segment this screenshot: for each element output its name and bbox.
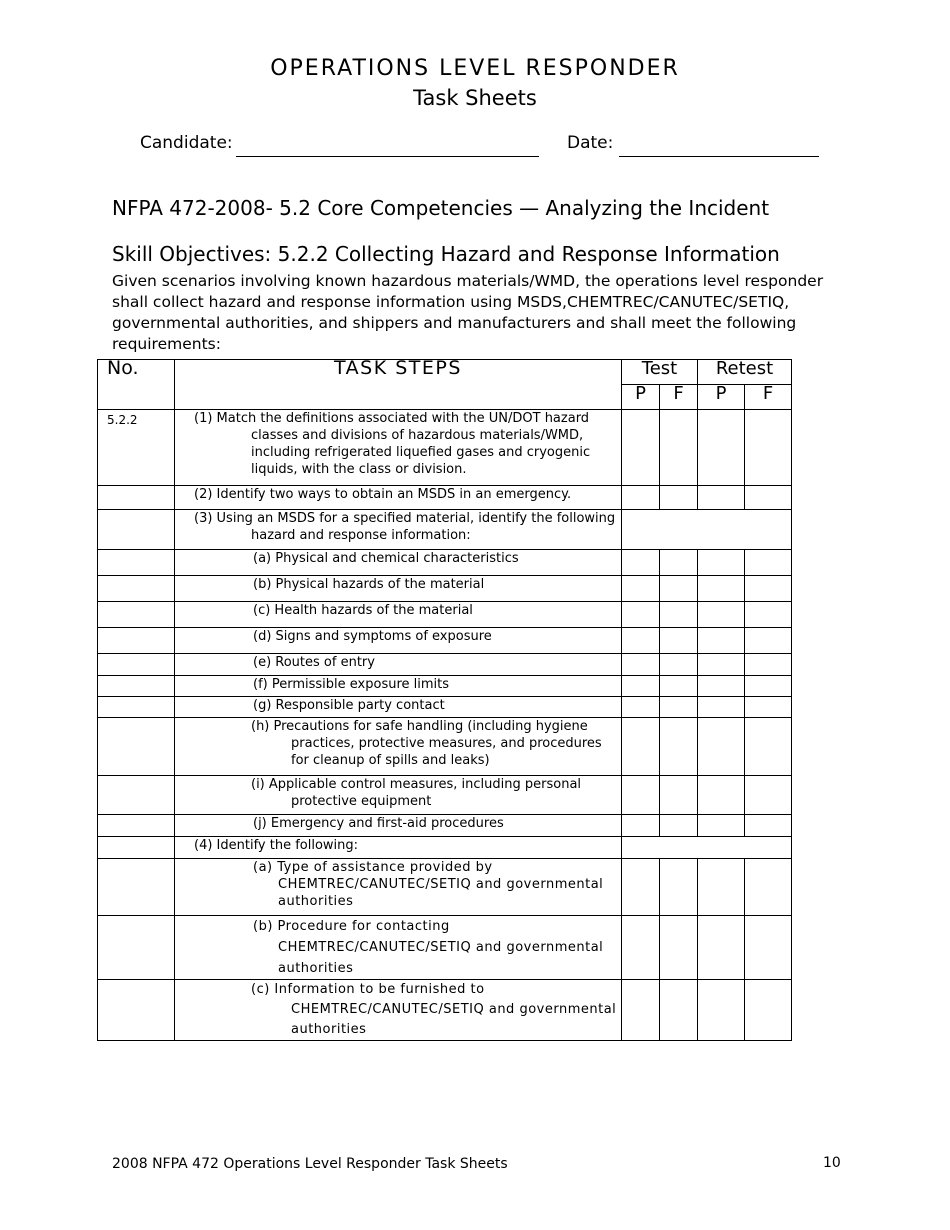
date-label: Date: [567,133,614,153]
table-row [98,654,792,676]
page-title: OPERATIONS LEVEL RESPONDER [270,56,680,81]
table-row [98,628,792,654]
test-pass-cell[interactable] [622,718,660,776]
test-pass-cell[interactable] [622,776,660,815]
table-row [98,916,792,980]
test-pass-header: P [622,385,660,410]
task-step-text: (b) Physical hazards of the material [253,577,485,592]
retest-fail-cell[interactable] [745,980,792,1041]
test-pass-cell[interactable] [622,654,660,676]
retest-fail-cell[interactable] [745,654,792,676]
task-step [175,676,622,697]
row-number [98,510,175,550]
retest-fail-cell[interactable] [745,628,792,654]
retest-fail-cell[interactable] [745,550,792,576]
row-number [98,980,175,1041]
test-fail-cell[interactable] [660,602,698,628]
task-step [175,815,622,837]
test-pass-cell[interactable] [622,576,660,602]
task-step [175,510,622,550]
row-number: 5.2.2 [98,410,175,486]
retest-fail-cell[interactable] [745,576,792,602]
task-step [175,697,622,718]
retest-fail-cell[interactable] [745,410,792,486]
test-pass-cell[interactable] [622,916,660,980]
table-row [98,550,792,576]
table-header-row [98,360,792,385]
table-row [98,837,792,859]
test-pass-cell[interactable] [622,550,660,576]
row-number [98,628,175,654]
retest-fail-cell[interactable] [745,697,792,718]
retest-fail-cell[interactable] [745,676,792,697]
test-fail-cell[interactable] [660,718,698,776]
column-header-test: Test [622,360,698,385]
table-row [98,510,792,550]
task-step-text: (h) Precautions for safe handling (including hygiene practices, protective measures, and procedures for cleanup of spills and leaks) [251,719,602,768]
retest-fail-cell[interactable] [745,916,792,980]
task-step [175,718,622,776]
date-field[interactable] [619,156,819,157]
test-fail-cell[interactable] [660,697,698,718]
table-row [98,859,792,916]
test-pass-cell[interactable] [622,628,660,654]
test-pass-cell[interactable] [622,980,660,1041]
task-step [175,602,622,628]
column-header-task-steps: TASK STEPS [175,360,622,410]
task-step-text: (4) Identify the following: [194,838,359,853]
retest-fail-cell[interactable] [745,776,792,815]
test-fail-cell[interactable] [660,676,698,697]
page-subtitle: Task Sheets [413,86,537,110]
test-fail-header: F [660,385,698,410]
table-row [98,486,792,510]
retest-fail-cell[interactable] [745,859,792,916]
test-fail-cell[interactable] [660,916,698,980]
task-step [175,859,622,916]
table-row [98,718,792,776]
task-step [175,916,622,980]
retest-fail-cell[interactable] [745,815,792,837]
footer-text: 2008 NFPA 472 Operations Level Responder Task Sheets [112,1156,508,1172]
retest-pass-cell[interactable] [698,550,745,576]
test-fail-cell[interactable] [660,576,698,602]
task-step [175,776,622,815]
task-step [175,486,622,510]
table-row [98,815,792,837]
column-header-retest: Retest [698,360,792,385]
row-number [98,654,175,676]
page-number: 10 [823,1155,841,1171]
test-fail-cell[interactable] [660,859,698,916]
retest-pass-cell[interactable] [698,676,745,697]
test-pass-cell[interactable] [622,602,660,628]
row-number [98,916,175,980]
table-row [98,776,792,815]
table-row [98,980,792,1041]
row-number [98,697,175,718]
test-fail-cell[interactable] [660,628,698,654]
retest-fail-cell[interactable] [745,718,792,776]
test-fail-cell[interactable] [660,410,698,486]
standard-heading: NFPA 472-2008- 5.2 Core Competencies — Analyzing the Incident [112,196,770,220]
retest-pass-cell[interactable] [698,410,745,486]
task-step [175,410,622,486]
test-fail-cell[interactable] [660,980,698,1041]
retest-pass-cell[interactable] [698,916,745,980]
test-fail-cell[interactable] [660,815,698,837]
task-step-text: (a) Physical and chemical characteristics [253,551,519,566]
test-pass-cell[interactable] [622,410,660,486]
row-number [98,815,175,837]
retest-pass-cell[interactable] [698,815,745,837]
task-step [175,980,622,1041]
test-pass-cell[interactable] [622,486,660,510]
test-pass-cell[interactable] [622,815,660,837]
row-number [98,859,175,916]
row-number [98,602,175,628]
task-step-text: (e) Routes of entry [253,655,375,670]
retest-pass-header: P [698,385,745,410]
test-fail-cell[interactable] [660,550,698,576]
retest-pass-cell[interactable] [698,628,745,654]
task-step-text: (c) Information to be furnished to CHEMTREC/CANUTEC/SETIQ and governmental authorities [251,982,617,1037]
skill-description: Given scenarios involving known hazardous materials/WMD, the operations level responder shall collect hazard and response information using MSDS,CHEMTREC/CANUTEC/SETIQ, governmental authorities, and shippers and manufacturers and shall meet the following requirements: [112,272,824,353]
task-step [175,654,622,676]
candidate-field[interactable] [236,156,539,157]
task-step-text: (c) Health hazards of the material [253,603,473,618]
test-fail-cell[interactable] [660,486,698,510]
task-step [175,837,622,859]
test-fail-cell[interactable] [660,776,698,815]
table-row [98,576,792,602]
row-number [98,718,175,776]
retest-fail-header: F [745,385,792,410]
task-step [175,550,622,576]
table-row [98,697,792,718]
row-number [98,550,175,576]
row-number [98,576,175,602]
task-step-text: (b) Procedure for contacting CHEMTREC/CANUTEC/SETIQ and governmental authorities [253,919,604,976]
retest-pass-cell[interactable] [698,486,745,510]
task-step-text: (j) Emergency and first-aid procedures [253,816,504,831]
row-number [98,837,175,859]
skill-objective-heading: Skill Objectives: 5.2.2 Collecting Hazard and Response Information [112,242,780,266]
retest-pass-cell[interactable] [698,718,745,776]
test-pass-cell[interactable] [622,697,660,718]
table-row [98,676,792,697]
task-step-text: (3) Using an MSDS for a specified material, identify the following hazard and response information: [194,511,616,543]
retest-pass-cell[interactable] [698,576,745,602]
retest-pass-cell[interactable] [698,697,745,718]
task-step-text: (1) Match the definitions associated with the UN/DOT hazard classes and divisions of hazardous materials/WMD, including refrigerated liquefied gases and cryogenic liquids, with the class or division. [194,411,591,477]
task-step-text: (g) Responsible party contact [253,698,445,713]
retest-pass-cell[interactable] [698,654,745,676]
merged-result-cell [622,510,792,550]
task-table [97,359,792,1041]
merged-result-cell [622,837,792,859]
task-step-text: (d) Signs and symptoms of exposure [253,629,492,644]
column-header-no: No. [98,360,175,410]
retest-pass-cell[interactable] [698,776,745,815]
test-pass-cell[interactable] [622,676,660,697]
task-step [175,576,622,602]
task-step [175,628,622,654]
retest-pass-cell[interactable] [698,980,745,1041]
retest-pass-cell[interactable] [698,602,745,628]
test-fail-cell[interactable] [660,654,698,676]
task-step-text: (2) Identify two ways to obtain an MSDS in an emergency. [194,487,572,502]
row-number [98,676,175,697]
row-number [98,776,175,815]
retest-fail-cell[interactable] [745,486,792,510]
task-step-text: (f) Permissible exposure limits [253,677,450,692]
table-row [98,602,792,628]
test-pass-cell[interactable] [622,859,660,916]
row-number [98,486,175,510]
task-step-text: (a) Type of assistance provided by CHEMTREC/CANUTEC/SETIQ and governmental authorities [253,860,604,909]
retest-pass-cell[interactable] [698,859,745,916]
candidate-label: Candidate: [140,133,233,153]
task-step-text: (i) Applicable control measures, including personal protective equipment [251,777,582,809]
table-row [98,410,792,486]
retest-fail-cell[interactable] [745,602,792,628]
